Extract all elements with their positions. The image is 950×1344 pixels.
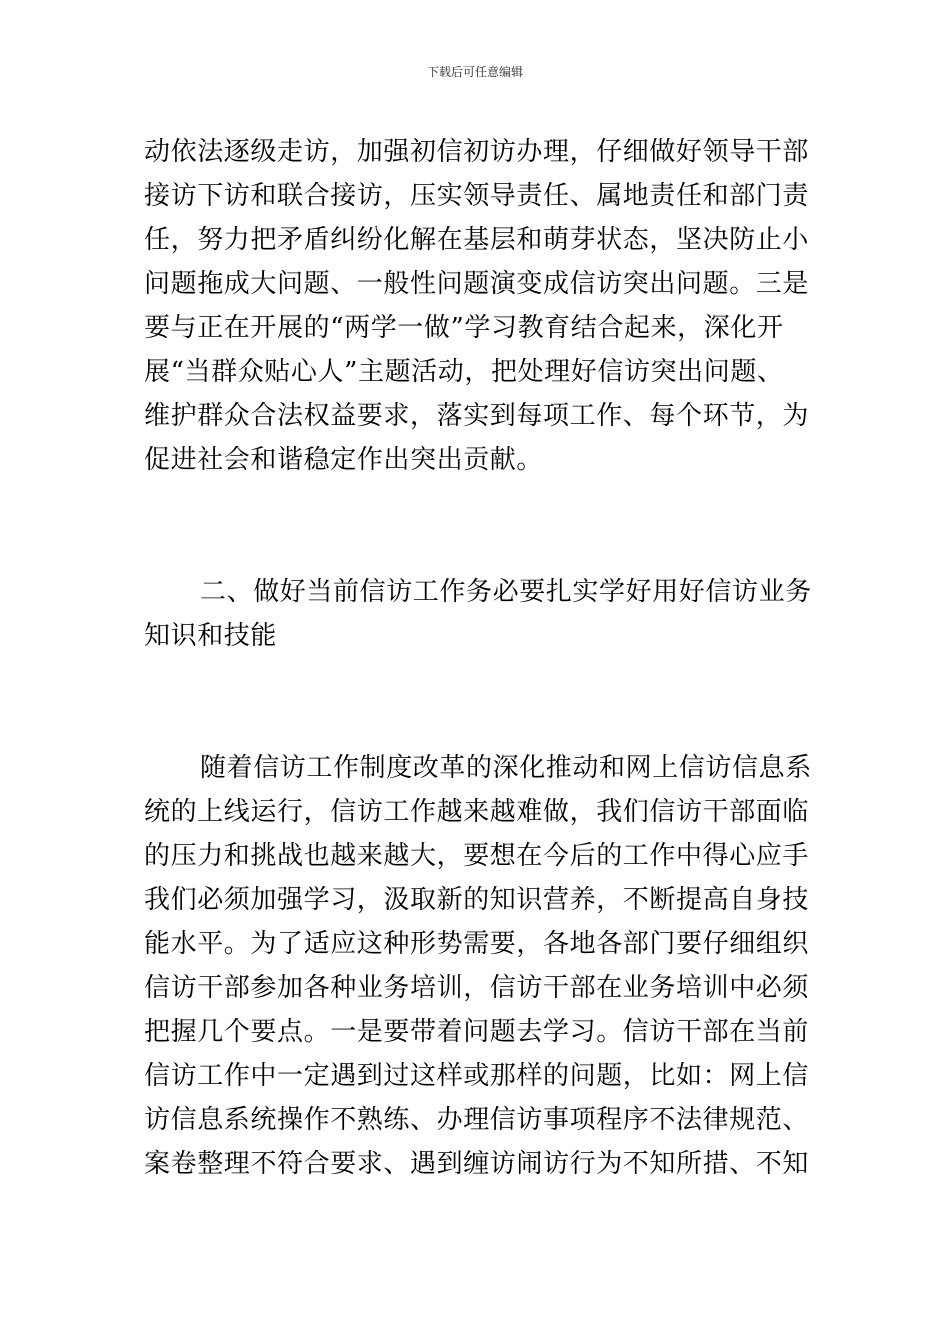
text-line: 动依法逐级走访，加强初信初访办理，仔细做好领导干部	[144, 137, 810, 167]
section-heading	[144, 570, 812, 658]
heading-line: 知识和技能	[144, 621, 278, 651]
text-line: 任，努力把矛盾纠纷化解在基层和萌芽状态，坚决防止小	[144, 225, 810, 255]
text-line: 接访下访和联合接访，压实领导责任、属地责任和部门责	[144, 181, 810, 211]
text-line: 展“当群众贴心人”主题活动，把处理好信访突出问题、	[144, 357, 784, 387]
text-line: 把握几个要点。一是要带着问题去学习。信访干部在当前	[144, 1017, 810, 1047]
text-line: 信访干部参加各种业务培训，信访干部在业务培训中必须	[144, 973, 810, 1003]
text-line: 统的上线运行，信访工作越来越难做，我们信访干部面临	[144, 797, 810, 827]
text-line: 随着信访工作制度改革的深化推动和网上信访信息系	[200, 753, 812, 783]
paragraph-continuation	[144, 130, 808, 482]
text-line: 维护群众合法权益要求，落实到每项工作、每个环节，为	[144, 401, 810, 431]
text-line: 促进社会和谐稳定作出突出贡献。	[144, 445, 544, 475]
text-line: 问题拖成大问题、一般性问题演变成信访突出问题。三是	[144, 269, 810, 299]
text-line: 访信息系统操作不熟练、办理信访事项程序不法律规范、	[144, 1105, 810, 1135]
paragraph-spacer	[144, 482, 808, 570]
paragraph-spacer	[144, 658, 808, 746]
document-body	[144, 130, 812, 1186]
heading-line: 二、做好当前信访工作务必要扎实学好用好信访业务	[200, 577, 812, 607]
text-line: 我们必须加强学习，汲取新的知识营养，不断提高自身技	[144, 885, 810, 915]
text-line: 能水平。为了适应这种形势需要，各地各部门要仔细组织	[144, 929, 810, 959]
text-line: 信访工作中一定遇到过这样或那样的问题，比如：网上信	[144, 1061, 810, 1091]
text-line: 的压力和挑战也越来越大，要想在今后的工作中得心应手	[144, 841, 810, 871]
page-header: 下载后可任意编辑	[426, 65, 523, 79]
text-line: 案卷整理不符合要求、遇到缠访闹访行为不知所措、不知	[144, 1149, 810, 1179]
paragraph-body	[144, 746, 812, 1186]
text-line: 要与正在开展的“两学一做”学习教育结合起来，深化开	[144, 313, 784, 343]
